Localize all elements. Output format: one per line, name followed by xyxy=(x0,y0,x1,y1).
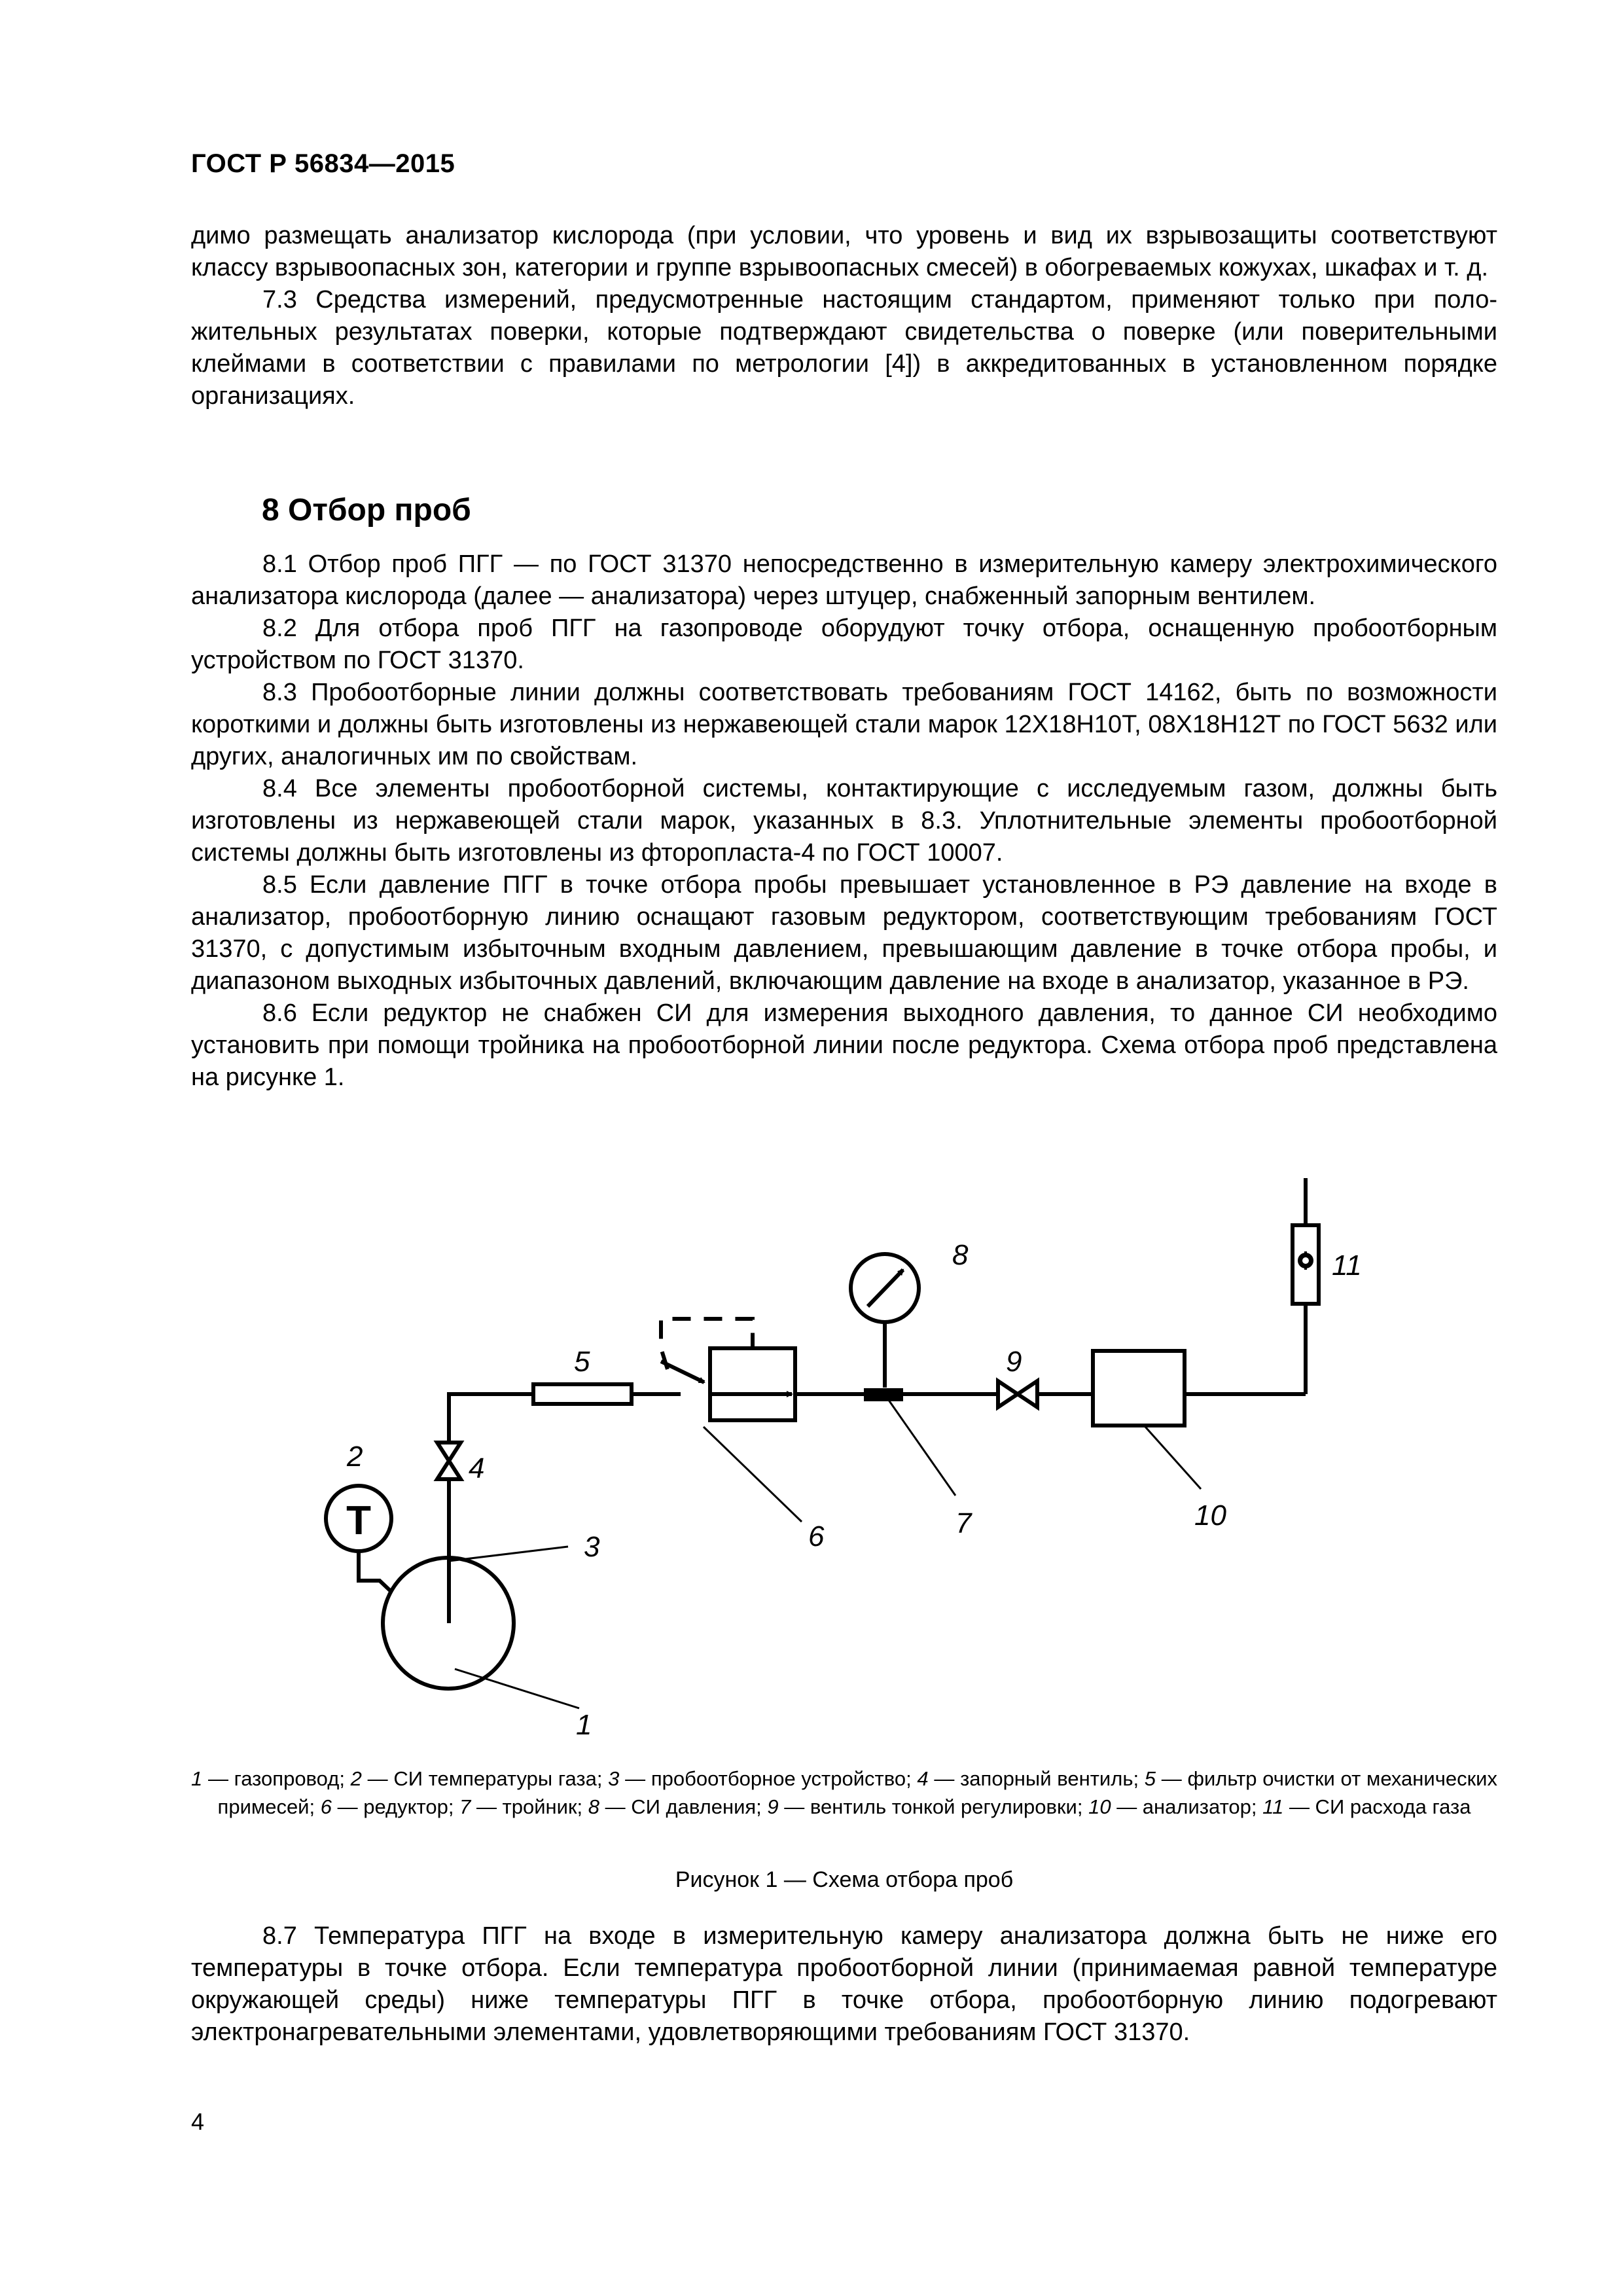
shutoff-valve-symbol xyxy=(437,1443,461,1479)
reducer-symbol xyxy=(710,1348,795,1420)
paragraph-8-6: 8.6 Если редуктор не снабжен СИ для измерения выходного давления, то данное СИ необходимо установить при помощи тройника на пробоотборной линии после редуктора. Схема отбора проб представлена на рисунке 1. xyxy=(191,999,1497,1091)
label-7: 7 xyxy=(955,1507,972,1539)
legend-item: 6 — редуктор; xyxy=(320,1795,460,1818)
legend-item: 8 — СИ давления; xyxy=(588,1795,768,1818)
label-8: 8 xyxy=(952,1239,969,1271)
thermometer-symbol: Т xyxy=(346,1498,371,1543)
page-number: 4 xyxy=(191,2108,205,2135)
tee-symbol xyxy=(864,1388,903,1401)
legend-item: 7 — тройник; xyxy=(459,1795,588,1818)
paragraph-8-5: 8.5 Если давление ПГГ в точке отбора пробы превышает установленное в РЭ давление на входе в анализатор, пробоотборную линию оснащают газовым редуктором, соответствующим требованиям ГОСТ 31370, с допустимым избыточным входным давлением, превышающим давление в точке отбора пробы, и диапазоном выходных избыточных давлений, включающим давление на входе в анализатор, указанное в РЭ. xyxy=(191,871,1497,995)
section-8-continued xyxy=(191,1920,1497,2049)
legend-item: 2 — СИ температуры газа; xyxy=(350,1767,609,1790)
document-header: ГОСТ Р 56834—2015 xyxy=(191,149,455,178)
legend-item: 9 — вентиль тонкой регулировки; xyxy=(767,1795,1089,1818)
paragraph-8-2: 8.2 Для отбора проб ПГГ на газопроводе оборудуют точку отбора, оснащенную пробоотборным устройством по ГОСТ 31370. xyxy=(191,615,1497,674)
legend-item: 4 — запорный вентиль; xyxy=(917,1767,1145,1790)
analyzer-symbol xyxy=(1093,1351,1185,1426)
label-10: 10 xyxy=(1194,1499,1226,1532)
sampling-scheme-diagram xyxy=(288,1152,1400,1741)
paragraph-8-3: 8.3 Пробоотборные линии должны соответствовать требованиям ГОСТ 14162, быть по возможности короткими и должны быть изготовлены из нержавеющей стали марок 12Х18Н10Т, 08Х18Н12Т по ГОСТ 5632 или других, аналогичных им по свойствам. xyxy=(191,679,1497,770)
label-3: 3 xyxy=(584,1531,600,1563)
label-1: 1 xyxy=(576,1709,592,1741)
legend-item: 11 — СИ расхода газа xyxy=(1262,1795,1471,1818)
filter-symbol xyxy=(533,1384,632,1404)
fine-control-valve-symbol xyxy=(998,1381,1037,1407)
label-9: 9 xyxy=(1006,1346,1022,1378)
figure-legend xyxy=(191,1765,1497,1821)
label-5: 5 xyxy=(574,1346,590,1378)
figure-caption: Рисунок 1 — Схема отбора проб xyxy=(675,1867,1014,1892)
label-11: 11 xyxy=(1332,1249,1362,1282)
legend-item: 10 — анализатор; xyxy=(1088,1795,1263,1818)
intro-paragraph-1: димо размещать анализатор кислорода (при условии, что уровень и вид их взрывозащиты соответствуют классу взрывоопасных зон, категории и группе взрывоопасных смесей) в обогреваемых кожухах, шкафах и т. д. xyxy=(191,222,1497,281)
section-8-body xyxy=(191,548,1497,1094)
intro-text xyxy=(191,220,1497,412)
legend-item: 1 — газопровод; xyxy=(191,1767,351,1790)
section-title: 8 Отбор проб xyxy=(262,493,471,528)
paragraph-8-1: 8.1 Отбор проб ПГГ — по ГОСТ 31370 непосредственно в измерительную камеру электрохимического анализатора кислорода (далее — анализатора) через штуцер, снабженный запорным вентилем. xyxy=(191,550,1497,610)
legend-item: 3 — пробоотборное устройство; xyxy=(608,1767,918,1790)
label-2: 2 xyxy=(347,1441,363,1473)
paragraph-8-7: 8.7 Температура ПГГ на входе в измерительную камеру анализатора должна быть не ниже его температуры в точке отбора. Если температура пробоотборной линии (принимаемая равной температуре окружающей среды) ниже температуры ПГГ в точке отбора, пробоотборную линию подогревают электронагревательными элементами, удовлетворяющими требованиям ГОСТ 31370. xyxy=(191,1922,1497,2046)
legend-item: 5 — фильтр очистки от механических примесей; xyxy=(217,1767,1497,1818)
paragraph-7-3: 7.3 Средства измерений, предусмотренные настоящим стандартом, применяют только при положительных результатах поверки, которые подтверждают свидетельства о поверке (или поверительными клеймами в соответствии с правилами по метрологии [4]) в аккредитованных в установленном порядке организациях. xyxy=(191,286,1497,410)
label-6: 6 xyxy=(808,1520,825,1552)
reducer-feedback-dashed xyxy=(661,1319,753,1369)
label-4: 4 xyxy=(469,1452,485,1484)
paragraph-8-4: 8.4 Все элементы пробоотборной системы, контактирующие с исследуемым газом, должны быть изготовлены из нержавеющей стали марок, указанных в 8.3. Уплотнительные элементы пробоотборной системы должны быть изготовлены из фторопласта-4 по ГОСТ 10007. xyxy=(191,775,1497,867)
